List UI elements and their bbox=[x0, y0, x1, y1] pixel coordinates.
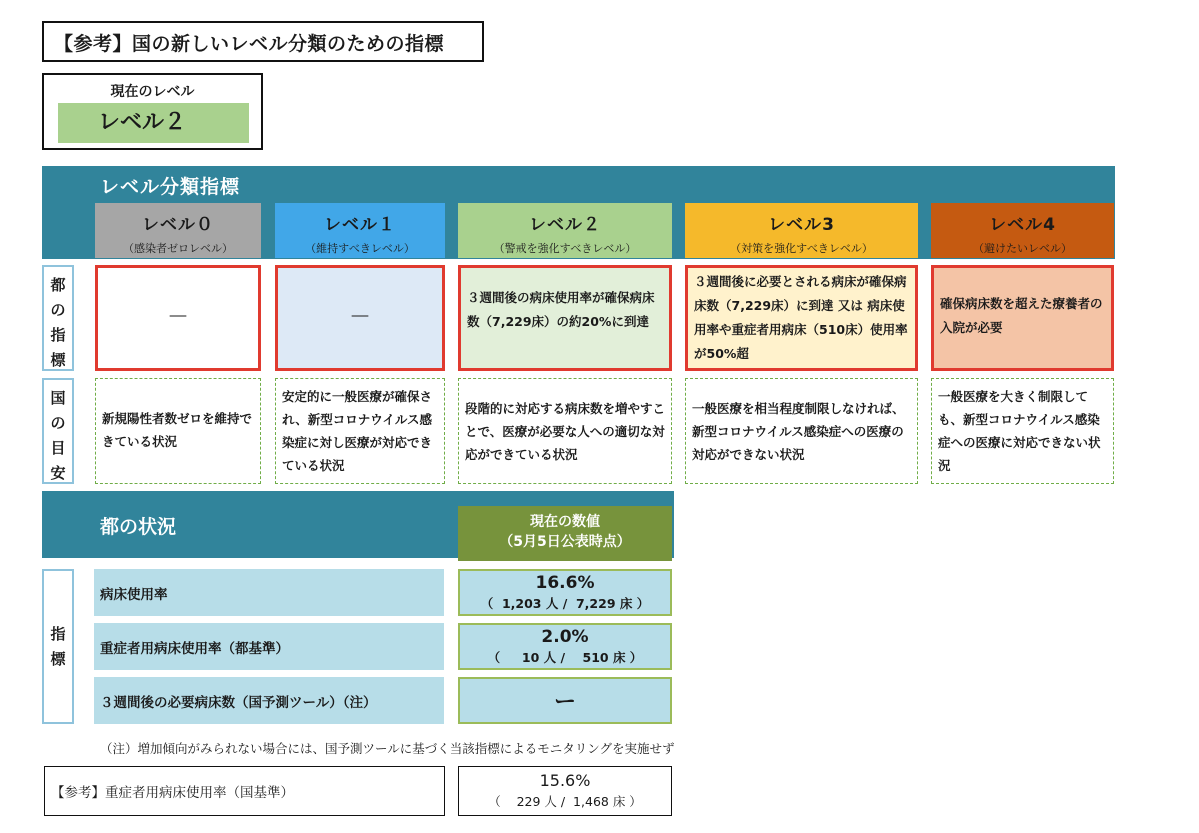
indicator-label-severe-bed-usage: 重症者用病床使用率（都基準） bbox=[94, 623, 444, 670]
indicator-rate: 2.0% bbox=[541, 627, 589, 647]
metro-indicator-level-3: ３週間後に必要とされる病床が確保病床数（7,229床）に到達 又は 病床使用率や重症者用病床（510床）使用率が50%超 bbox=[685, 265, 918, 371]
metro-indicator-level-1: － bbox=[275, 265, 445, 371]
reference-rate: 15.6% bbox=[539, 771, 591, 790]
metro-indicator-level-4: 確保病床数を超えた療養者の入院が必要 bbox=[931, 265, 1114, 371]
side-label-national: 国の目安 bbox=[42, 378, 74, 484]
indicator-value-required-beds bbox=[458, 677, 672, 724]
level-0-header bbox=[95, 203, 261, 258]
value-header-line1: 現在の数値 bbox=[530, 514, 600, 530]
national-guide-level-1: 安定的に一般医療が確保され、新型コロナウイルス感染症に対し医療が対応できている状況 bbox=[275, 378, 445, 484]
level-name: レベル１ bbox=[324, 215, 396, 235]
indicator-label-required-beds: ３週間後の必要病床数（国予測ツール）（注） bbox=[94, 677, 444, 724]
metro-indicator-level-0: － bbox=[95, 265, 261, 371]
current-level-value: レベル２ bbox=[58, 103, 249, 143]
level-subtitle: （感染者ゼロレベル） bbox=[123, 242, 233, 255]
indicator-detail: （ 1,203 人 / 7,229 床 ） bbox=[480, 596, 650, 611]
indicator-rate: ー bbox=[553, 690, 576, 715]
side-label-metro: 都の指標 bbox=[42, 265, 74, 371]
level-2-header bbox=[458, 203, 672, 258]
current-value-header bbox=[458, 506, 672, 561]
level-name: レベル4 bbox=[989, 215, 1056, 235]
metro-indicator-level-2: ３週間後の病床使用率が確保病床数（7,229床）の約20%に到達 bbox=[458, 265, 672, 371]
level-name: レベル3 bbox=[768, 215, 835, 235]
reference-value bbox=[458, 766, 672, 816]
level-subtitle: （避けたいレベル） bbox=[973, 242, 1072, 255]
reference-label: 【参考】重症者用病床使用率（国基準） bbox=[44, 766, 445, 816]
level-4-header bbox=[931, 203, 1114, 258]
level-name: レベル０ bbox=[142, 215, 214, 235]
level-1-header bbox=[275, 203, 445, 258]
national-guide-level-4: 一般医療を大きく制限しても、新型コロナウイルス感染症への医療に対応できない状況 bbox=[931, 378, 1114, 484]
level-name: レベル２ bbox=[529, 215, 601, 235]
reference-detail: （ 229 人 / 1,468 床 ） bbox=[488, 794, 642, 809]
value-header-line2: （5月5日公表時点） bbox=[499, 534, 631, 550]
indicator-value-bed-usage bbox=[458, 569, 672, 616]
page-title: 【参考】国の新しいレベル分類のための指標 bbox=[42, 21, 484, 62]
current-level-label: 現在のレベル bbox=[110, 84, 195, 100]
level-subtitle: （対策を強化すべきレベル） bbox=[730, 242, 873, 255]
status-title: 都の状況 bbox=[100, 516, 177, 538]
classification-title: レベル分類指標 bbox=[100, 176, 241, 198]
indicator-detail: （ 10 人 / 510 床 ） bbox=[487, 650, 643, 665]
indicator-label-bed-usage: 病床使用率 bbox=[94, 569, 444, 616]
side-label-indicators: 指標 bbox=[42, 569, 74, 724]
footnote: （注）増加傾向がみられない場合には、国予測ツールに基づく当該指標によるモニタリングを実施せず bbox=[100, 741, 675, 756]
national-guide-level-0: 新規陽性者数ゼロを維持できている状況 bbox=[95, 378, 261, 484]
level-3-header bbox=[685, 203, 918, 258]
level-subtitle: （維持すべきレベル） bbox=[305, 242, 415, 255]
indicator-rate: 16.6% bbox=[535, 573, 595, 593]
current-level-box bbox=[42, 73, 263, 150]
indicator-value-severe-bed-usage bbox=[458, 623, 672, 670]
level-subtitle: （警戒を強化すべきレベル） bbox=[493, 242, 637, 255]
national-guide-level-3: 一般医療を相当程度制限しなければ、新型コロナウイルス感染症への医療の対応ができない状況 bbox=[685, 378, 918, 484]
national-guide-level-2: 段階的に対応する病床数を増やすことで、医療が必要な人への適切な対応ができている状況 bbox=[458, 378, 672, 484]
